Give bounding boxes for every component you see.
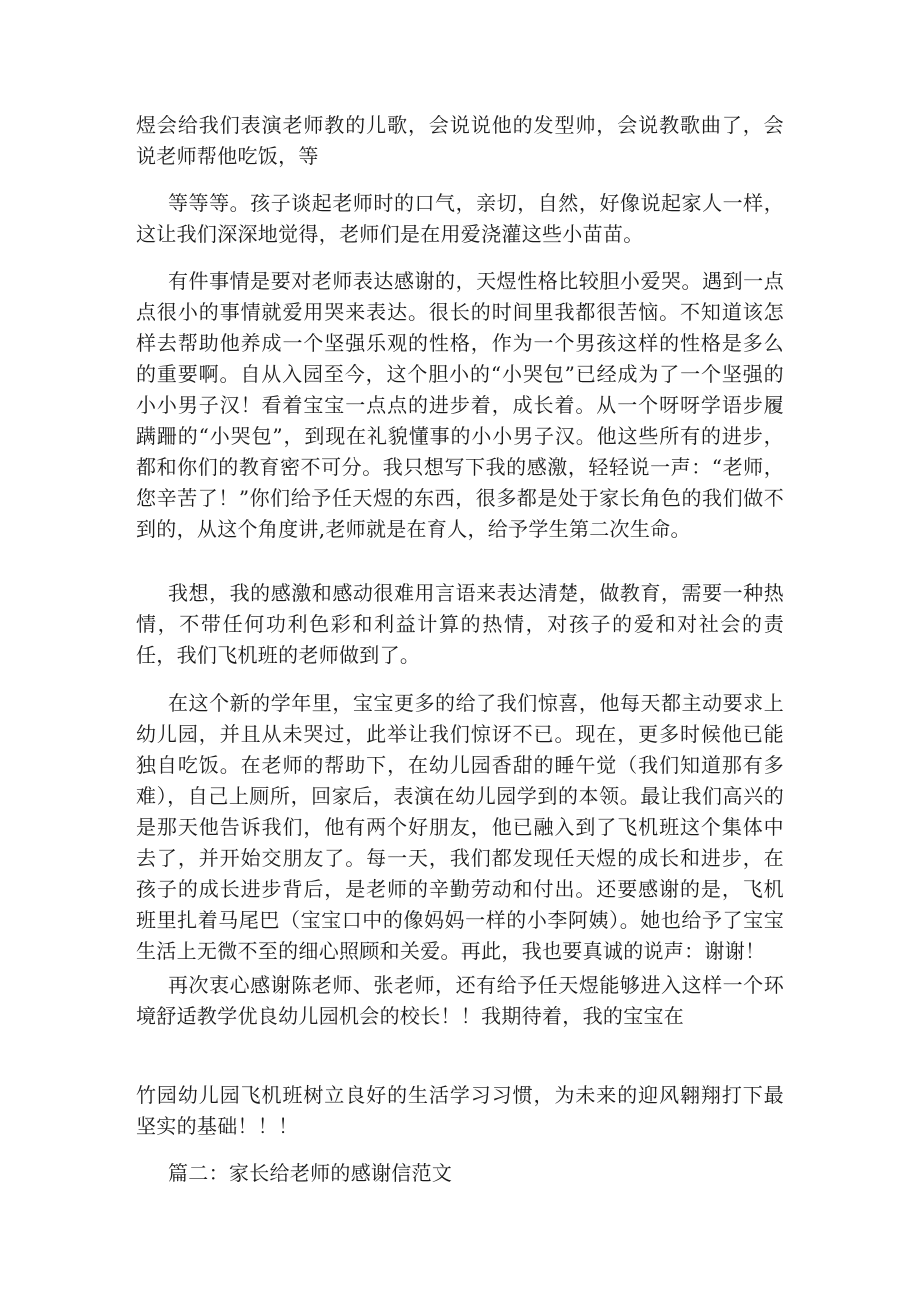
paragraph-5: 在这个新的学年里，宝宝更多的给了我们惊喜，他每天都主动要求上幼儿园，并且从未哭过，此举让我们惊讶不已。现在，更多时候他已能独自吃饭。在老师的帮助下，在幼儿园香甜的睡午觉（我们知道那有多难），自己上厕所，回家后，表演在幼儿园学到的本领。最让我们高兴的是那天他告诉我们，他有两个好朋友，他已融入到了飞机班这个集体中去了，并开始交朋友了。每一天，我们都发现任天煜的成长和进步，在孩子的成长进步背后，是老师的辛勤劳动和付出。还要感谢的是，飞机班里扎着马尾巴（宝宝口中的像妈妈一样的小李阿姨）。她也给予了宝宝生活上无微不至的细心照顾和关爱。再此，我也要真诚的说声：谢谢！ [136,691,784,963]
paragraph-4: 我想，我的感激和感动很难用言语来表达清楚，做教育，需要一种热情，不带任何功利色彩和利益计算的热情，对孩子的爱和对社会的责任，我们飞机班的老师做到了。 [136,581,784,667]
section-heading: 篇二：家长给老师的感谢信范文 [168,1161,453,1185]
paragraph-2: 等等等。孩子谈起老师时的口气，亲切，自然，好像说起家人一样，这让我们深深地觉得，老师们是在用爱浇灌这些小苗苗。 [136,191,784,246]
paragraph-1: 煜会给我们表演老师教的儿歌，会说说他的发型帅，会说教歌曲了，会说老师帮他吃饭，等 [136,113,784,168]
paragraph-7: 竹园幼儿园飞机班树立良好的生活学习习惯，为未来的迎风翱翔打下最坚实的基础！！！ [136,1083,784,1138]
paragraph-6: 再次衷心感谢陈老师、张老师，还有给予任天煜能够进入这样一个环境舒适教学优良幼儿园机会的校长！！我期待着，我的宝宝在 [136,973,784,1028]
paragraph-3: 有件事情是要对老师表达感谢的，天煜性格比较胆小爱哭。遇到一点点很小的事情就爱用哭来表达。很长的时间里我都很苦恼。不知道该怎样去帮助他养成一个坚强乐观的性格，作为一个男孩这样的性格是多么的重要啊。自从入园至今，这个胆小的“小哭包”已经成为了一个坚强的小小男子汉！看着宝宝一点点的进步着，成长着。从一个呀呀学语步履蹒跚的“小哭包”，到现在礼貌懂事的小小男子汉。他这些所有的进步，都和你们的教育密不可分。我只想写下我的感激，轻轻说一声：“老师，您辛苦了！”你们给予任天煜的东西，很多都是处于家长角色的我们做不到的，从这个角度讲,老师就是在育人，给予学生第二次生命。 [136,269,784,541]
